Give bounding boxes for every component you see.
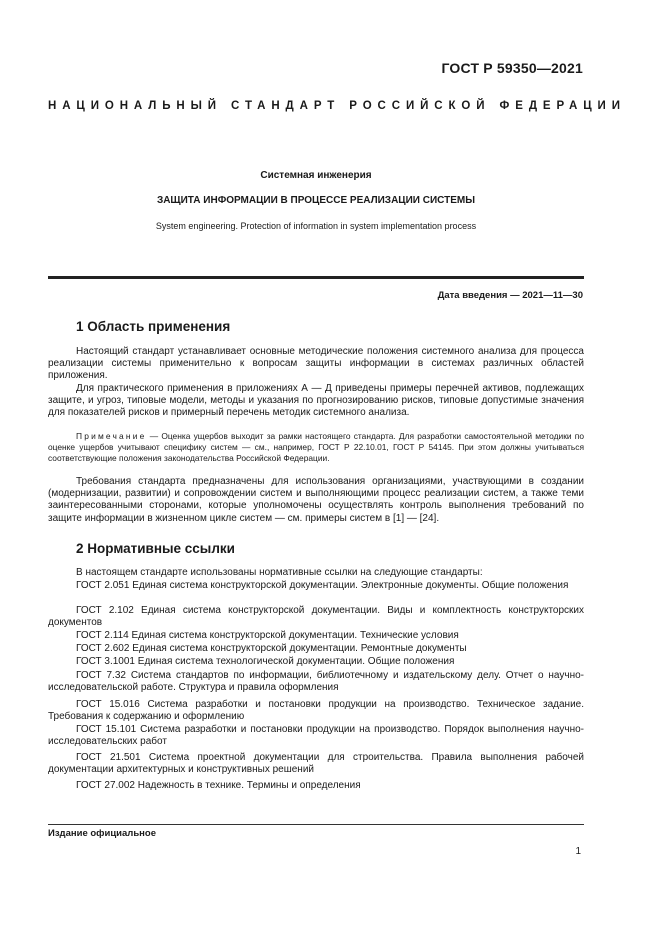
introduction-date: Дата введения — 2021—11—30 bbox=[437, 290, 583, 301]
normative-reference: ГОСТ 2.102 Единая система конструкторской документации. Виды и комплектность конструкторских документов bbox=[48, 605, 584, 629]
section-1-note bbox=[48, 431, 584, 465]
document-code: ГОСТ Р 59350—2021 bbox=[441, 60, 583, 76]
section-1-paragraph-3: Требования стандарта предназначены для использования организациями, участвующими в создании (модернизации, развитии) и сопровождении систем и выполняющими процесс реализации систем, а также теми заинтересованными сторонами, которые уполномочены осуществлять контроль выполнения требований по защите информации в жизненном цикле систем — см. примеры систем в [1] — [24]. bbox=[48, 476, 584, 524]
normative-reference: ГОСТ 7.32 Система стандартов по информации, библиотечному и издательскому делу. Отчет о научно-исследовательской работе. Структура и правила оформления bbox=[48, 670, 584, 694]
normative-reference: ГОСТ 3.1001 Единая система технологической документации. Общие положения bbox=[76, 656, 455, 667]
title-divider bbox=[48, 276, 584, 279]
normative-reference: ГОСТ 2.114 Единая система конструкторской документации. Технические условия bbox=[76, 630, 459, 641]
official-edition-label: Издание официальное bbox=[48, 828, 156, 839]
document-title: ЗАЩИТА ИНФОРМАЦИИ В ПРОЦЕССЕ РЕАЛИЗАЦИИ СИСТЕМЫ bbox=[156, 195, 476, 206]
note-text: — Оценка ущербов выходит за рамки настоящего стандарта. Для разработки самостоятельной методики по оценке ущербов учитывают специфику систем — см., например, ГОСТ Р 22.10.01, ГОСТ Р 54145. При этом должны учитываться соответствующие положения законодательства Российской Федерации. bbox=[48, 431, 584, 464]
section-1-paragraph-2: Для практического применения в приложениях А — Д приведены примеры перечней активов, подлежащих защите, и угроз, типовые модели, методы и указания по прогнозированию рисков, типовые допустимые значения для показателей рисков и примерный перечень методик системного анализа. bbox=[48, 383, 584, 419]
note-label: Примечание bbox=[76, 431, 147, 441]
normative-reference: ГОСТ 2.051 Единая система конструкторской документации. Электронные документы. Общие положения bbox=[76, 580, 569, 591]
normative-reference: ГОСТ 27.002 Надежность в технике. Термины и определения bbox=[76, 780, 361, 791]
normative-reference: ГОСТ 15.101 Система разработки и постановки продукции на производство. Порядок выполнения научно-исследовательских работ bbox=[48, 724, 584, 748]
national-standard-heading: НАЦИОНАЛЬНЫЙ СТАНДАРТ РОССИЙСКОЙ ФЕДЕРАЦИИ bbox=[48, 100, 626, 112]
section-2-heading: 2 Нормативные ссылки bbox=[76, 541, 235, 556]
document-subtitle: Системная инженерия bbox=[260, 170, 372, 181]
footer-divider bbox=[48, 824, 584, 825]
page-number: 1 bbox=[575, 846, 581, 857]
document-title-english: System engineering. Protection of information in system implementation process bbox=[155, 221, 477, 231]
section-2-intro: В настоящем стандарте использованы нормативные ссылки на следующие стандарты: bbox=[76, 567, 483, 578]
normative-reference: ГОСТ 21.501 Система проектной документации для строительства. Правила выполнения рабочей документации архитектурных и конструктивных решений bbox=[48, 752, 584, 776]
normative-reference: ГОСТ 15.016 Система разработки и постановки продукции на производство. Техническое задание. Требования к содержанию и оформлению bbox=[48, 699, 584, 723]
section-1-heading: 1 Область применения bbox=[76, 319, 231, 334]
section-1-paragraph-1: Настоящий стандарт устанавливает основные методические положения системного анализа для процесса реализации системы применительно к вопросам защиты информации в системах различных областей приложения. bbox=[48, 346, 584, 382]
normative-reference: ГОСТ 2.602 Единая система конструкторской документации. Ремонтные документы bbox=[76, 643, 467, 654]
